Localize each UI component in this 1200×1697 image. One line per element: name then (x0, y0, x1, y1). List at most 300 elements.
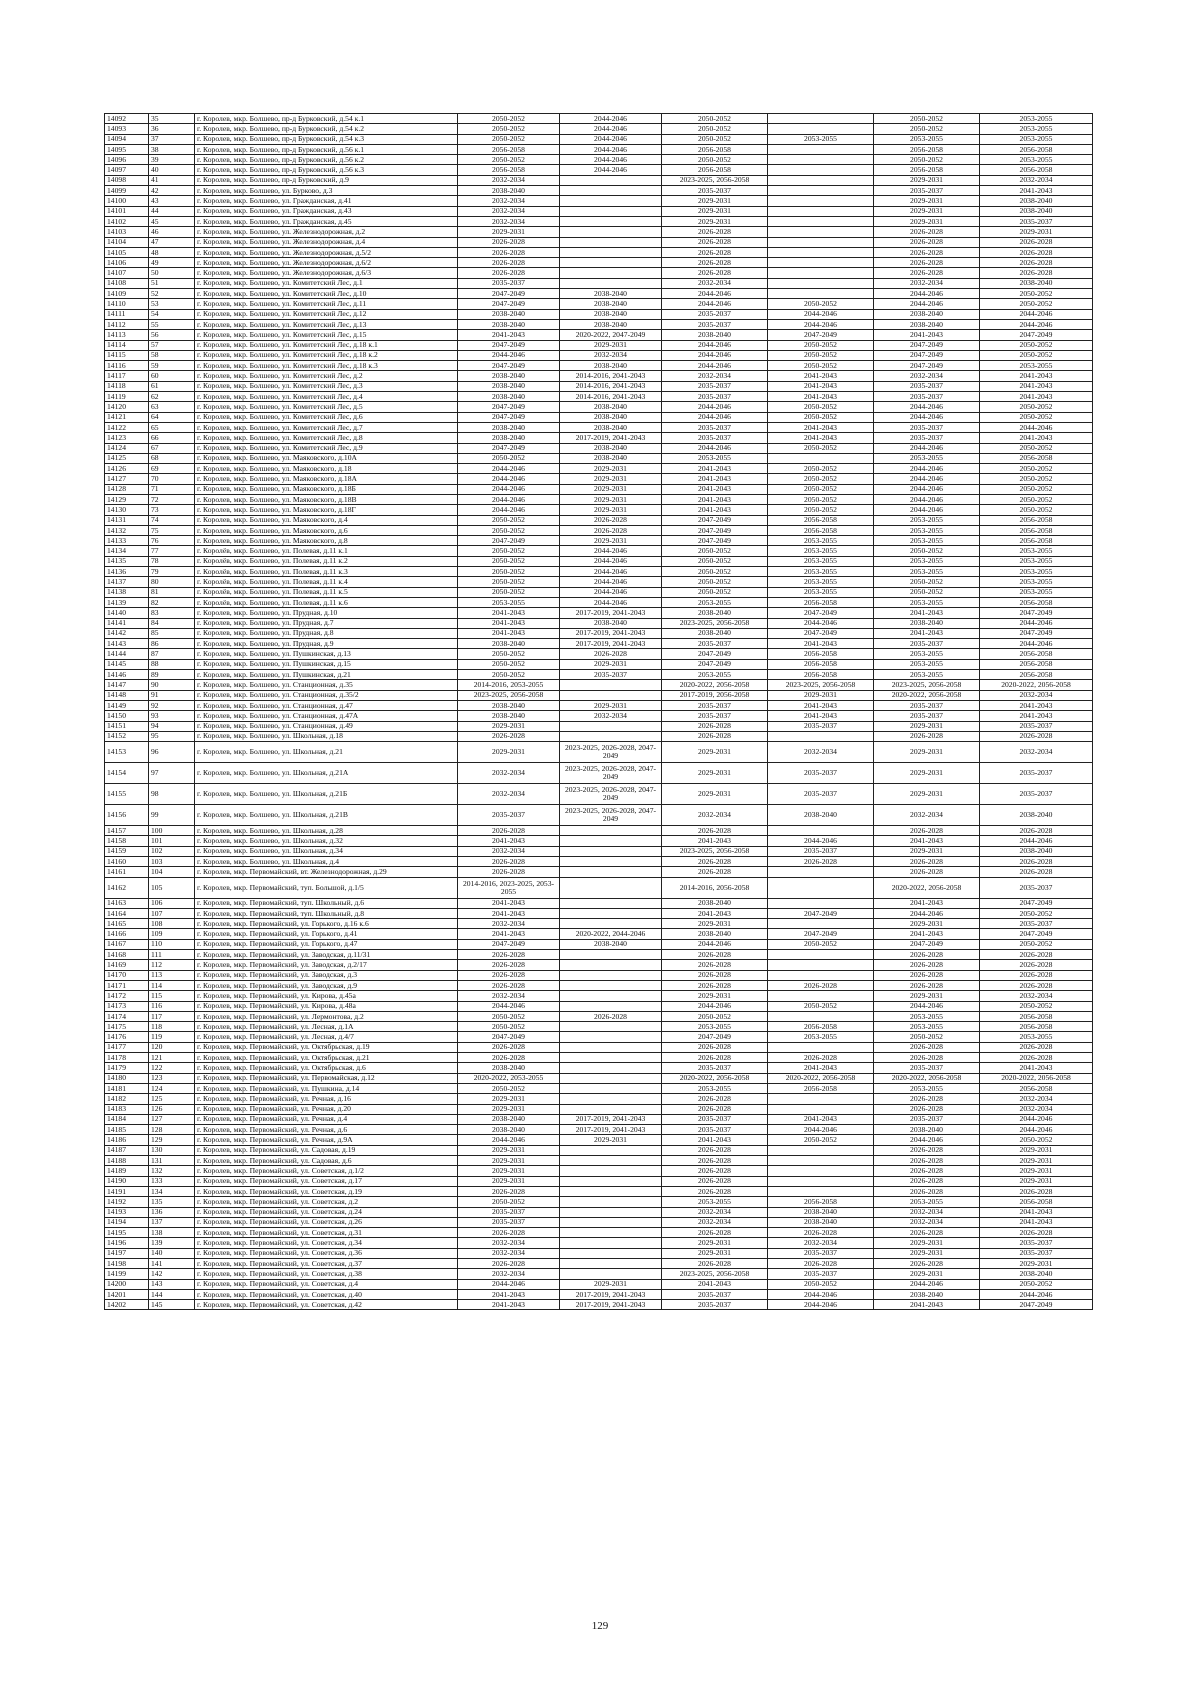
period-2-cell (560, 680, 662, 690)
row-id-cell: 14129 (105, 494, 149, 504)
period-3-cell: 2026-2028 (662, 826, 768, 836)
period-5-cell: 2053-2055 (874, 525, 980, 535)
row-number-cell: 61 (149, 381, 195, 391)
period-6-cell: 2032-2034 (980, 175, 1093, 185)
row-number-cell: 138 (149, 1228, 195, 1238)
period-5-cell: 2056-2058 (874, 144, 980, 154)
period-5-cell: 2035-2037 (874, 700, 980, 710)
period-1-cell: 2044-2046 (458, 494, 560, 504)
period-2-cell (560, 196, 662, 206)
period-2-cell: 2044-2046 (560, 144, 662, 154)
period-6-cell: 2056-2058 (980, 536, 1093, 546)
row-number-cell: 80 (149, 577, 195, 587)
period-2-cell: 2014-2016, 2041-2043 (560, 381, 662, 391)
period-6-cell: 2047-2049 (980, 898, 1093, 908)
address-cell: г. Королев, мкр. Болшево, ул. Гражданская, д.45 (195, 216, 458, 226)
period-2-cell (560, 980, 662, 990)
row-id-cell: 14106 (105, 258, 149, 268)
table-row (105, 155, 1093, 165)
period-5-cell: 2050-2052 (874, 1032, 980, 1042)
period-4-cell: 2032-2034 (768, 1238, 874, 1248)
row-number-cell: 55 (149, 319, 195, 329)
period-3-cell: 2035-2037 (662, 433, 768, 443)
table-row (105, 939, 1093, 949)
period-4-cell: 2035-2037 (768, 763, 874, 784)
row-number-cell: 143 (149, 1279, 195, 1289)
address-cell: г. Королев, мкр. Болшево, ул. Комитетский Лес, д.11 (195, 299, 458, 309)
period-6-cell: 2053-2055 (980, 587, 1093, 597)
period-6-cell: 2041-2043 (980, 186, 1093, 196)
period-3-cell: 2026-2028 (662, 857, 768, 867)
row-id-cell: 14141 (105, 618, 149, 628)
period-6-cell: 2026-2028 (980, 826, 1093, 836)
period-2-cell: 2029-2031 (560, 474, 662, 484)
period-5-cell: 2026-2028 (874, 237, 980, 247)
period-5-cell: 2026-2028 (874, 1094, 980, 1104)
period-1-cell: 2038-2040 (458, 381, 560, 391)
period-6-cell: 2026-2028 (980, 960, 1093, 970)
address-cell: г. Королев, мкр. Болшево, пр-д Бурковский, д.54 к.1 (195, 114, 458, 124)
row-id-cell: 14109 (105, 289, 149, 299)
address-cell: г. Королев, мкр. Болшево, ул. Маяковского, д.18 (195, 464, 458, 474)
row-id-cell: 14150 (105, 711, 149, 721)
period-6-cell: 2050-2052 (980, 1135, 1093, 1145)
period-2-cell (560, 1176, 662, 1186)
row-number-cell: 145 (149, 1300, 195, 1310)
period-1-cell: 2044-2046 (458, 1001, 560, 1011)
period-4-cell (768, 114, 874, 124)
period-2-cell (560, 731, 662, 741)
period-6-cell: 2047-2049 (980, 608, 1093, 618)
table-row (105, 721, 1093, 731)
row-id-cell: 14119 (105, 392, 149, 402)
row-number-cell: 117 (149, 1011, 195, 1021)
period-4-cell: 2044-2046 (768, 618, 874, 628)
row-number-cell: 64 (149, 412, 195, 422)
period-3-cell: 2014-2016, 2056-2058 (662, 877, 768, 898)
address-cell: г. Королев, мкр. Болшево, ул. Комитетский Лес, д.18 к.2 (195, 350, 458, 360)
row-number-cell: 90 (149, 680, 195, 690)
period-2-cell: 2044-2046 (560, 577, 662, 587)
row-number-cell: 73 (149, 505, 195, 515)
table-row (105, 464, 1093, 474)
period-5-cell: 2041-2043 (874, 608, 980, 618)
period-6-cell: 2026-2028 (980, 247, 1093, 257)
period-1-cell: 2041-2043 (458, 908, 560, 918)
row-id-cell: 14157 (105, 826, 149, 836)
period-1-cell: 2026-2028 (458, 867, 560, 877)
table-row (105, 731, 1093, 741)
period-4-cell: 2050-2052 (768, 484, 874, 494)
address-cell: г. Королев, мкр. Болшево, пр-д Бурковский, д.56 к.1 (195, 144, 458, 154)
period-4-cell: 2026-2028 (768, 1053, 874, 1063)
period-6-cell: 2053-2055 (980, 155, 1093, 165)
row-id-cell: 14145 (105, 659, 149, 669)
period-4-cell: 2041-2043 (768, 381, 874, 391)
period-2-cell: 2029-2031 (560, 700, 662, 710)
period-5-cell: 2026-2028 (874, 1186, 980, 1196)
row-id-cell: 14173 (105, 1001, 149, 1011)
row-id-cell: 14103 (105, 227, 149, 237)
period-5-cell: 2053-2055 (874, 1197, 980, 1207)
period-6-cell: 2050-2052 (980, 443, 1093, 453)
address-cell: г. Королев, мкр. Болшево, ул. Школьная, д.4 (195, 857, 458, 867)
row-number-cell: 56 (149, 330, 195, 340)
period-6-cell: 2050-2052 (980, 289, 1093, 299)
period-4-cell: 2032-2034 (768, 742, 874, 763)
period-4-cell: 2044-2046 (768, 1125, 874, 1135)
period-1-cell: 2032-2034 (458, 919, 560, 929)
period-6-cell: 2026-2028 (980, 237, 1093, 247)
row-number-cell: 110 (149, 939, 195, 949)
table-row (105, 278, 1093, 288)
period-3-cell: 2020-2022, 2056-2058 (662, 1073, 768, 1083)
period-6-cell: 2020-2022, 2056-2058 (980, 1073, 1093, 1083)
row-number-cell: 101 (149, 836, 195, 846)
period-3-cell: 2041-2043 (662, 464, 768, 474)
period-2-cell (560, 278, 662, 288)
period-4-cell: 2035-2037 (768, 1269, 874, 1279)
period-1-cell: 2026-2028 (458, 1053, 560, 1063)
address-cell: г. Королев, мкр. Болшево, пр-д Бурковский, д.54 к.2 (195, 124, 458, 134)
period-3-cell: 2047-2049 (662, 1032, 768, 1042)
row-number-cell: 92 (149, 700, 195, 710)
table-row (105, 165, 1093, 175)
period-4-cell (768, 960, 874, 970)
period-5-cell: 2029-2031 (874, 175, 980, 185)
period-2-cell (560, 867, 662, 877)
row-number-cell: 124 (149, 1083, 195, 1093)
period-2-cell: 2017-2019, 2041-2043 (560, 1300, 662, 1310)
period-6-cell: 2041-2043 (980, 371, 1093, 381)
row-number-cell: 87 (149, 649, 195, 659)
period-3-cell: 2029-2031 (662, 763, 768, 784)
row-number-cell: 93 (149, 711, 195, 721)
period-3-cell: 2050-2052 (662, 567, 768, 577)
address-cell: г. Королев, мкр. Первомайский, туп. Школьный, д.6 (195, 898, 458, 908)
address-cell: г. Королев, мкр. Первомайский, ул. Лермонтова, д.2 (195, 1011, 458, 1021)
address-cell: г. Королев, мкр. Болшево, ул. Гражданская, д.43 (195, 206, 458, 216)
period-2-cell: 2020-2022, 2047-2049 (560, 330, 662, 340)
table-row (105, 1032, 1093, 1042)
table-row (105, 206, 1093, 216)
row-number-cell: 44 (149, 206, 195, 216)
period-1-cell: 2044-2046 (458, 505, 560, 515)
period-4-cell: 2047-2049 (768, 330, 874, 340)
period-1-cell: 2041-2043 (458, 1300, 560, 1310)
row-id-cell: 14111 (105, 309, 149, 319)
period-5-cell: 2026-2028 (874, 950, 980, 960)
address-cell: г. Королев, мкр. Первомайский, ул. Лесная, д.4/7 (195, 1032, 458, 1042)
row-number-cell: 83 (149, 608, 195, 618)
period-2-cell: 2017-2019, 2041-2043 (560, 1125, 662, 1135)
address-cell: г. Королев, мкр. Первомайский, ул. Советская, д.34 (195, 1238, 458, 1248)
row-id-cell: 14184 (105, 1114, 149, 1124)
period-3-cell: 2026-2028 (662, 258, 768, 268)
period-2-cell (560, 227, 662, 237)
period-6-cell: 2047-2049 (980, 628, 1093, 638)
period-3-cell: 2029-2031 (662, 206, 768, 216)
period-5-cell: 2053-2055 (874, 536, 980, 546)
table-row (105, 1042, 1093, 1052)
row-number-cell: 95 (149, 731, 195, 741)
period-5-cell: 2026-2028 (874, 268, 980, 278)
period-1-cell: 2044-2046 (458, 464, 560, 474)
period-4-cell: 2035-2037 (768, 846, 874, 856)
row-id-cell: 14194 (105, 1217, 149, 1227)
period-1-cell: 2032-2034 (458, 1269, 560, 1279)
period-6-cell: 2047-2049 (980, 330, 1093, 340)
row-number-cell: 70 (149, 474, 195, 484)
row-number-cell: 129 (149, 1135, 195, 1145)
period-1-cell: 2041-2043 (458, 836, 560, 846)
row-number-cell: 41 (149, 175, 195, 185)
period-4-cell: 2050-2052 (768, 494, 874, 504)
table-row (105, 846, 1093, 856)
period-2-cell (560, 991, 662, 1001)
address-cell: г. Королев, мкр. Болшево, ул. Станционная, д.47 (195, 700, 458, 710)
period-6-cell: 2041-2043 (980, 433, 1093, 443)
period-3-cell: 2026-2028 (662, 1258, 768, 1268)
address-cell: г. Королев, мкр. Первомайский, ул. Первомайская, д.12 (195, 1073, 458, 1083)
period-1-cell: 2050-2052 (458, 525, 560, 535)
period-3-cell: 2047-2049 (662, 515, 768, 525)
period-3-cell: 2044-2046 (662, 361, 768, 371)
period-6-cell: 2044-2046 (980, 618, 1093, 628)
row-id-cell: 14121 (105, 412, 149, 422)
address-cell: г. Королев, мкр. Первомайский, ул. Советская, д.38 (195, 1269, 458, 1279)
table-row (105, 525, 1093, 535)
period-4-cell: 2053-2055 (768, 546, 874, 556)
period-1-cell: 2026-2028 (458, 1186, 560, 1196)
address-cell: г. Королев, мкр. Болшево, пр-д Бурковский, д.9 (195, 175, 458, 185)
period-3-cell: 2050-2052 (662, 124, 768, 134)
period-4-cell: 2020-2022, 2056-2058 (768, 1073, 874, 1083)
table-row (105, 587, 1093, 597)
period-3-cell: 2032-2034 (662, 278, 768, 288)
table-row (105, 867, 1093, 877)
period-2-cell: 2029-2031 (560, 505, 662, 515)
row-number-cell: 94 (149, 721, 195, 731)
row-id-cell: 14160 (105, 857, 149, 867)
address-cell: г. Королев, мкр. Болшево, пр-д Бурковский, д.56 к.2 (195, 155, 458, 165)
period-6-cell: 2044-2046 (980, 836, 1093, 846)
period-3-cell: 2026-2028 (662, 970, 768, 980)
table-row (105, 898, 1093, 908)
row-id-cell: 14181 (105, 1083, 149, 1093)
period-4-cell: 2053-2055 (768, 536, 874, 546)
table-row (105, 1073, 1093, 1083)
period-4-cell (768, 196, 874, 206)
table-row (105, 1156, 1093, 1166)
table-row (105, 536, 1093, 546)
period-6-cell: 2029-2031 (980, 1258, 1093, 1268)
row-id-cell: 14171 (105, 980, 149, 990)
period-4-cell: 2050-2052 (768, 443, 874, 453)
row-number-cell: 105 (149, 877, 195, 898)
period-4-cell: 2041-2043 (768, 422, 874, 432)
period-2-cell (560, 960, 662, 970)
period-2-cell (560, 237, 662, 247)
period-6-cell: 2026-2028 (980, 268, 1093, 278)
period-1-cell: 2044-2046 (458, 350, 560, 360)
period-6-cell: 2044-2046 (980, 422, 1093, 432)
row-number-cell: 128 (149, 1125, 195, 1135)
row-number-cell: 45 (149, 216, 195, 226)
row-number-cell: 68 (149, 453, 195, 463)
row-id-cell: 14151 (105, 721, 149, 731)
row-id-cell: 14200 (105, 1279, 149, 1289)
row-id-cell: 14095 (105, 144, 149, 154)
period-4-cell: 2041-2043 (768, 1114, 874, 1124)
period-2-cell (560, 1258, 662, 1268)
table-row (105, 268, 1093, 278)
address-cell: г. Королев, мкр. Первомайский, ул. Октябрьская, д.19 (195, 1042, 458, 1052)
period-2-cell (560, 898, 662, 908)
period-4-cell: 2038-2040 (768, 805, 874, 826)
period-4-cell: 2047-2049 (768, 608, 874, 618)
row-id-cell: 14201 (105, 1289, 149, 1299)
address-cell: г. Королев, мкр. Первомайский, ул. Советская, д.31 (195, 1228, 458, 1238)
period-3-cell: 2050-2052 (662, 556, 768, 566)
row-id-cell: 14183 (105, 1104, 149, 1114)
period-1-cell: 2032-2034 (458, 1238, 560, 1248)
period-2-cell: 2044-2046 (560, 567, 662, 577)
row-number-cell: 84 (149, 618, 195, 628)
period-1-cell: 2041-2043 (458, 929, 560, 939)
period-5-cell: 2038-2040 (874, 1125, 980, 1135)
row-id-cell: 14116 (105, 361, 149, 371)
period-5-cell: 2041-2043 (874, 628, 980, 638)
period-1-cell: 2032-2034 (458, 175, 560, 185)
period-6-cell: 2050-2052 (980, 474, 1093, 484)
row-id-cell: 14162 (105, 877, 149, 898)
row-number-cell: 78 (149, 556, 195, 566)
period-1-cell: 2050-2052 (458, 1197, 560, 1207)
period-1-cell: 2050-2052 (458, 453, 560, 463)
period-6-cell: 2041-2043 (980, 1063, 1093, 1073)
period-1-cell: 2020-2022, 2053-2055 (458, 1073, 560, 1083)
address-cell: г. Королев, мкр. Болшево, ул. Маяковского, д.18А (195, 474, 458, 484)
period-6-cell: 2035-2037 (980, 877, 1093, 898)
period-6-cell: 2029-2031 (980, 1166, 1093, 1176)
period-3-cell: 2035-2037 (662, 639, 768, 649)
row-id-cell: 14132 (105, 525, 149, 535)
address-cell: г. Королев, мкр. Первомайский, ул. Речная, д.9А (195, 1135, 458, 1145)
period-6-cell: 2041-2043 (980, 1217, 1093, 1227)
period-2-cell: 2038-2040 (560, 309, 662, 319)
period-4-cell (768, 206, 874, 216)
address-cell: г. Королев, мкр. Первомайский, ул. Горького, д.16 к.6 (195, 919, 458, 929)
period-1-cell: 2041-2043 (458, 1289, 560, 1299)
address-cell: г. Королев, мкр. Первомайский, ул. Советская, д.4 (195, 1279, 458, 1289)
period-2-cell: 2032-2034 (560, 350, 662, 360)
period-4-cell (768, 453, 874, 463)
period-6-cell: 2053-2055 (980, 114, 1093, 124)
address-cell: г. Королев, мкр. Первомайский, ул. Кирова, д.48а (195, 1001, 458, 1011)
table-row (105, 515, 1093, 525)
period-1-cell: 2044-2046 (458, 474, 560, 484)
table-row (105, 474, 1093, 484)
row-number-cell: 123 (149, 1073, 195, 1083)
row-id-cell: 14158 (105, 836, 149, 846)
period-2-cell (560, 919, 662, 929)
period-5-cell: 2026-2028 (874, 970, 980, 980)
row-id-cell: 14186 (105, 1135, 149, 1145)
period-6-cell: 2026-2028 (980, 1186, 1093, 1196)
period-5-cell: 2032-2034 (874, 1207, 980, 1217)
period-1-cell: 2032-2034 (458, 1248, 560, 1258)
period-3-cell: 2044-2046 (662, 402, 768, 412)
period-2-cell: 2044-2046 (560, 134, 662, 144)
row-id-cell: 14136 (105, 567, 149, 577)
address-cell: г. Королев, мкр. Болшево, ул. Железнодорожная, д.2 (195, 227, 458, 237)
row-number-cell: 52 (149, 289, 195, 299)
address-cell: г. Королев, мкр. Болшево, ул. Комитетский Лес, д.15 (195, 330, 458, 340)
address-cell: г. Королёв, мкр. Болшево, ул. Полевая, д.11 к.2 (195, 556, 458, 566)
table-row (105, 608, 1093, 618)
row-id-cell: 14143 (105, 639, 149, 649)
period-2-cell: 2029-2031 (560, 484, 662, 494)
period-2-cell: 2017-2019, 2041-2043 (560, 1114, 662, 1124)
address-cell: г. Королев, мкр. Первомайский, ул. Советская, д.2 (195, 1197, 458, 1207)
row-number-cell: 97 (149, 763, 195, 784)
address-cell: г. Королев, мкр. Болшево, ул. Железнодорожная, д.5/2 (195, 247, 458, 257)
address-cell: г. Королев, мкр. Болшево, ул. Станционная, д.35 (195, 680, 458, 690)
period-4-cell (768, 1011, 874, 1021)
period-6-cell: 2050-2052 (980, 505, 1093, 515)
period-4-cell: 2056-2058 (768, 1022, 874, 1032)
period-6-cell: 2044-2046 (980, 319, 1093, 329)
address-cell: г. Королев, мкр. Первомайский, ул. Пушкина, д.14 (195, 1083, 458, 1093)
table-row (105, 227, 1093, 237)
address-cell: г. Королев, мкр. Болшево, ул. Маяковского, д.8 (195, 536, 458, 546)
period-5-cell: 2041-2043 (874, 836, 980, 846)
row-id-cell: 14107 (105, 268, 149, 278)
table-row (105, 929, 1093, 939)
period-5-cell: 2047-2049 (874, 340, 980, 350)
period-1-cell: 2026-2028 (458, 237, 560, 247)
period-4-cell (768, 1145, 874, 1155)
row-number-cell: 35 (149, 114, 195, 124)
row-id-cell: 14128 (105, 484, 149, 494)
period-6-cell: 2050-2052 (980, 340, 1093, 350)
period-6-cell: 2056-2058 (980, 453, 1093, 463)
period-6-cell: 2053-2055 (980, 124, 1093, 134)
row-number-cell: 51 (149, 278, 195, 288)
period-3-cell: 2038-2040 (662, 929, 768, 939)
period-1-cell: 2050-2052 (458, 155, 560, 165)
row-id-cell: 14159 (105, 846, 149, 856)
period-6-cell: 2047-2049 (980, 929, 1093, 939)
period-5-cell: 2026-2028 (874, 227, 980, 237)
period-4-cell (768, 950, 874, 960)
address-cell: г. Королев, мкр. Первомайский, ул. Советская, д.37 (195, 1258, 458, 1268)
period-4-cell: 2050-2052 (768, 939, 874, 949)
period-2-cell (560, 258, 662, 268)
period-6-cell: 2053-2055 (980, 134, 1093, 144)
period-6-cell: 2050-2052 (980, 908, 1093, 918)
table-row (105, 1300, 1093, 1310)
period-4-cell (768, 268, 874, 278)
row-number-cell: 107 (149, 908, 195, 918)
row-number-cell: 48 (149, 247, 195, 257)
period-3-cell: 2026-2028 (662, 1156, 768, 1166)
address-cell: г. Королев, мкр. Болшево, ул. Комитетский Лес, д.6 (195, 412, 458, 422)
period-1-cell: 2038-2040 (458, 371, 560, 381)
period-5-cell: 2032-2034 (874, 805, 980, 826)
row-id-cell: 14164 (105, 908, 149, 918)
